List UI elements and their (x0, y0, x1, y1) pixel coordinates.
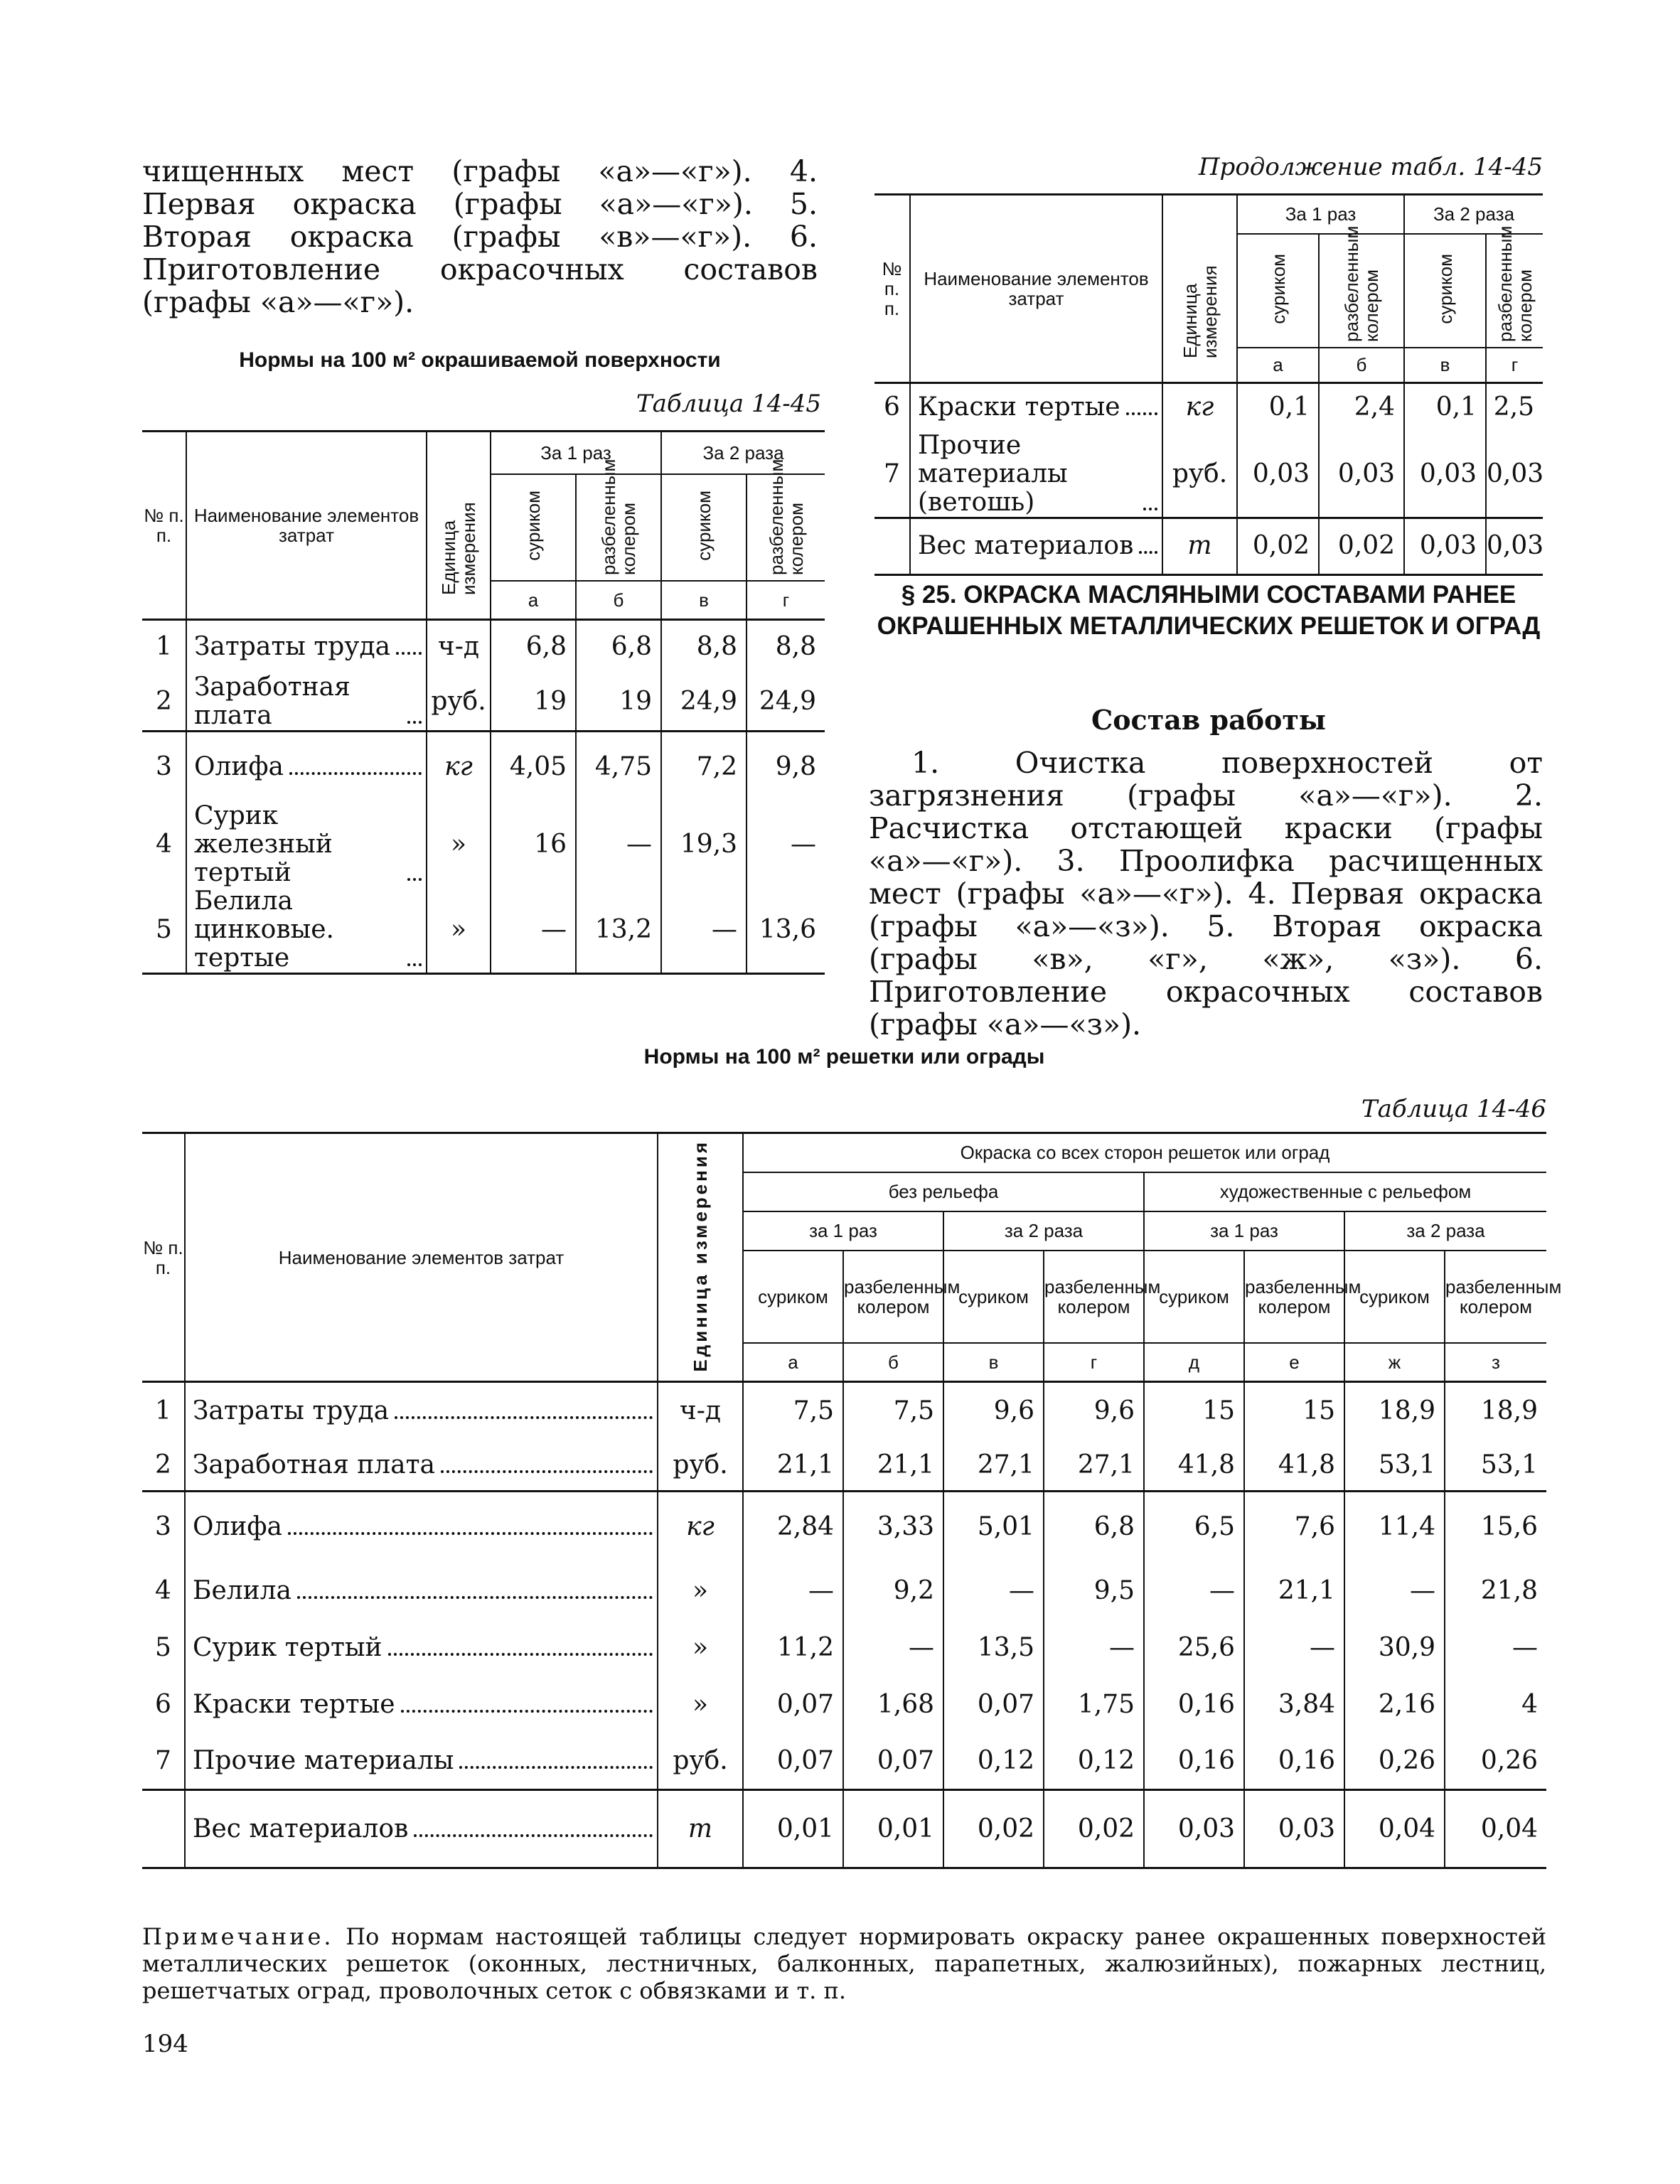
header-letter: в (943, 1343, 1044, 1382)
table-row (142, 673, 825, 732)
row-value: 0,07 (743, 1733, 843, 1790)
row-number: 3 (155, 1512, 171, 1542)
table-14-45-title: Нормы на 100 м² окрашиваемой поверхности (239, 348, 721, 372)
row-value: 0,07 (843, 1733, 943, 1790)
row-value: 25,6 (1144, 1620, 1244, 1676)
row-number: 5 (156, 915, 172, 944)
table-14-46-title: Нормы на 100 м² решетки или ограды (643, 1045, 1045, 1069)
row-unit: т (658, 1790, 743, 1868)
dot-leader (407, 721, 422, 724)
row-value: 0,03 (1404, 518, 1486, 574)
note-text: По нормам настоящей таблицы следует нормировать окраску ранее окрашенных поверхностей металлических решеток (оконных, лестничных, балконных, парапетных, жалюзийных), пожарных лестниц, решетчатых оград, проволочных сеток с обвязками и т. п. (142, 1923, 1546, 2004)
row-value: 2,4 (1319, 383, 1404, 432)
row-value: 7,2 (661, 731, 747, 802)
row-value: — (661, 887, 747, 974)
row-value: 18,9 (1445, 1382, 1546, 1440)
header-letter: б (576, 581, 661, 620)
row-unit: » (658, 1676, 743, 1733)
header-name: Наименование элементов затрат (186, 432, 427, 620)
header-num: № п. п. (143, 1236, 183, 1278)
table-row (142, 1620, 1546, 1676)
row-value: 9,2 (843, 1563, 943, 1620)
row-unit: руб. (658, 1733, 743, 1790)
row-unit: ч-д (427, 620, 491, 673)
row-value: 0,03 (1404, 432, 1486, 518)
row-name (185, 1440, 658, 1492)
header-twice: за 2 раза (943, 1211, 1144, 1251)
row-value: 0,02 (943, 1790, 1044, 1868)
row-value: 0,03 (1237, 432, 1319, 518)
table-14-46 (142, 1132, 1562, 1869)
row-value: 0,07 (743, 1676, 843, 1733)
header-surik: суриком (661, 474, 747, 581)
row-value: 24,9 (661, 673, 747, 732)
header-surik: суриком (1404, 234, 1486, 348)
row-value: 0,12 (943, 1733, 1044, 1790)
row-name-text: Олифа (194, 751, 284, 781)
page-number: 194 (142, 2030, 188, 2058)
header-letter: г (747, 581, 825, 620)
header-letter: ж (1344, 1343, 1445, 1382)
table-note (142, 1923, 1546, 2004)
header-letter: б (1319, 348, 1404, 383)
row-name-text: Прочие материалы (ветошь) (918, 430, 1068, 517)
header-twice: За 2 раза (661, 432, 825, 474)
row-value: — (1344, 1563, 1445, 1620)
dot-leader (288, 1532, 653, 1535)
row-value: 9,8 (747, 731, 825, 802)
row-value: 11,4 (1344, 1492, 1445, 1563)
table-row (142, 1492, 1546, 1563)
header-top: Окраска со всех сторон решеток или оград (743, 1133, 1546, 1172)
table-row (142, 1676, 1546, 1733)
row-value: 4,75 (576, 731, 661, 802)
row-unit: руб. (427, 673, 491, 732)
row-name (186, 802, 427, 887)
row-name (186, 887, 427, 974)
dot-leader (407, 963, 422, 966)
row-number: 2 (155, 1450, 171, 1479)
row-value: — (491, 887, 576, 974)
row-value: 8,8 (747, 620, 825, 673)
row-value: 15,6 (1445, 1492, 1546, 1563)
row-value: 0,04 (1344, 1790, 1445, 1868)
row-number: 5 (155, 1632, 171, 1662)
row-value: 0,07 (943, 1676, 1044, 1733)
table-row (142, 731, 825, 802)
dot-leader (396, 652, 422, 655)
dot-leader (414, 1834, 653, 1837)
row-value: — (747, 802, 825, 887)
table-14-45-label: Таблица 14-45 (636, 390, 821, 418)
continuation-label: Продолжение табл. 14-45 (1198, 153, 1543, 181)
table-14-45 (142, 430, 825, 975)
row-value: 0,26 (1445, 1733, 1546, 1790)
row-name-text: Краски тертые (918, 392, 1120, 422)
header-letter: а (743, 1343, 843, 1382)
row-value: 53,1 (1344, 1440, 1445, 1492)
row-unit: » (658, 1620, 743, 1676)
row-value: 21,1 (1244, 1563, 1344, 1620)
row-value: 0,01 (843, 1790, 943, 1868)
row-value: 13,6 (747, 887, 825, 974)
row-value: 41,8 (1144, 1440, 1244, 1492)
row-unit: кг (1162, 383, 1237, 432)
row-value: 0,16 (1144, 1733, 1244, 1790)
row-unit: ч-д (658, 1382, 743, 1440)
row-value: 0,01 (743, 1790, 843, 1868)
row-value: 6,5 (1144, 1492, 1244, 1563)
table-row (142, 1382, 1546, 1440)
row-value: 0,03 (1144, 1790, 1244, 1868)
row-value: — (743, 1563, 843, 1620)
row-name-text: Вес материалов (193, 1814, 409, 1843)
header-unit: Единица измерения (427, 432, 491, 620)
dot-leader (441, 1470, 653, 1473)
row-name-text: Белила цинковые. тертые (194, 887, 334, 973)
row-name (185, 1676, 658, 1733)
row-value: 6,8 (1044, 1492, 1144, 1563)
row-value: 13,2 (576, 887, 661, 974)
note-label: Примечание. (142, 1923, 334, 1950)
dot-leader (1143, 508, 1157, 510)
header-letter: в (661, 581, 747, 620)
header-relief: художественные с рельефом (1144, 1172, 1546, 1211)
row-unit: т (1162, 518, 1237, 574)
table-14-45-continuation (874, 193, 1543, 576)
row-number: 4 (156, 830, 172, 859)
row-name (186, 620, 427, 673)
header-razb: разбеленным колером (1244, 1251, 1344, 1343)
row-name (185, 1382, 658, 1440)
dot-leader (459, 1766, 653, 1769)
header-razb: разбеленным колером (576, 474, 661, 581)
row-value: 3,33 (843, 1492, 943, 1563)
row-name-text: Вес материалов (918, 531, 1134, 560)
row-unit: кг (658, 1492, 743, 1563)
header-once: за 1 раз (743, 1211, 943, 1251)
row-name (185, 1790, 658, 1868)
row-value: 0,1 (1237, 383, 1319, 432)
row-name-text: Прочие материалы (193, 1745, 454, 1775)
row-value: 21,1 (843, 1440, 943, 1492)
row-unit: руб. (658, 1440, 743, 1492)
header-twice: За 2 раза (1404, 195, 1543, 234)
row-value: 15 (1244, 1382, 1344, 1440)
header-surik: суриком (943, 1251, 1044, 1343)
header-razb: разбеленным колером (747, 474, 825, 581)
row-value: 6,8 (491, 620, 576, 673)
row-value: 0,16 (1144, 1676, 1244, 1733)
row-value: 2,84 (743, 1492, 843, 1563)
header-surik: суриком (1237, 234, 1319, 348)
header-letter: г (1486, 348, 1543, 383)
table-14-46-label: Таблица 14-46 (1361, 1095, 1546, 1123)
header-surik: суриком (743, 1251, 843, 1343)
section-heading: § 25. ОКРАСКА МАСЛЯНЫМИ СОСТАВАМИ РАНЕЕ ОКРАШЕННЫХ МЕТАЛЛИЧЕСКИХ РЕШЕТОК И ОГРАД (877, 581, 1541, 640)
dot-leader (1139, 551, 1157, 554)
row-value: 21,8 (1445, 1563, 1546, 1620)
header-num: № п. п. (882, 258, 902, 319)
header-unit: Единица измерения (658, 1133, 743, 1382)
row-name-text: Заработная плата (193, 1450, 435, 1479)
header-letter: а (491, 581, 576, 620)
row-value: 13,5 (943, 1620, 1044, 1676)
row-value: 3,84 (1244, 1676, 1344, 1733)
row-value: 53,1 (1445, 1440, 1546, 1492)
row-unit: кг (427, 731, 491, 802)
dot-leader (297, 1596, 653, 1599)
row-value: 18,9 (1344, 1382, 1445, 1440)
row-number: 4 (155, 1575, 171, 1605)
row-value: 41,8 (1244, 1440, 1344, 1492)
row-value: 16 (491, 802, 576, 887)
dot-leader (1126, 412, 1157, 415)
row-value: 0,02 (1319, 518, 1404, 574)
header-razb: разбеленным колером (1486, 234, 1543, 348)
intro-paragraph: чищенных мест (графы «а»—«г»). 4. Первая окраска (графы «а»—«г»). 5. Вторая окраска (графы «в»—«г»). 6. Приготовление окрасочных составов (графы «а»—«г»). (142, 154, 818, 319)
header-surik: суриком (1344, 1251, 1445, 1343)
row-number: 2 (156, 686, 172, 716)
row-number: 6 (155, 1689, 171, 1719)
row-name (910, 432, 1162, 518)
composition-text: 1. Очистка поверхностей от загрязнения (графы «а»—«г»). 2. Расчистка отстающей краски (графы «а»—«г»). 3. Проолифка расчищенных мест (графы «а»—«г»). 4. Первая окраска (графы «а»—«з»). 5. Вторая окраска (графы «в», «г», «ж», «з»). 6. Приготовление окрасочных составов (графы «а»—«з»). (869, 746, 1543, 1042)
header-twice: за 2 раза (1344, 1211, 1546, 1251)
row-value: — (943, 1563, 1044, 1620)
row-value: 0,1 (1404, 383, 1486, 432)
row-value: 1,75 (1044, 1676, 1144, 1733)
header-once: За 1 раз (1237, 195, 1404, 234)
header-letter: б (843, 1343, 943, 1382)
row-value: 11,2 (743, 1620, 843, 1676)
row-value: 0,03 (1244, 1790, 1344, 1868)
dot-leader (289, 772, 422, 775)
table-row (874, 518, 1543, 574)
row-number (874, 518, 910, 574)
row-name-text: Заработная плата (194, 672, 351, 730)
row-value: 0,03 (1486, 432, 1543, 518)
dot-leader (407, 878, 422, 881)
row-value: 7,5 (743, 1382, 843, 1440)
row-name-text: Затраты труда (194, 631, 391, 661)
row-unit: » (658, 1563, 743, 1620)
row-value: — (1244, 1620, 1344, 1676)
header-letter: з (1445, 1343, 1546, 1382)
row-value: — (843, 1620, 943, 1676)
row-unit: » (427, 802, 491, 887)
row-value: 2,16 (1344, 1676, 1445, 1733)
row-value: 24,9 (747, 673, 825, 732)
header-surik: суриком (491, 474, 576, 581)
row-name (185, 1563, 658, 1620)
row-value: 9,6 (1044, 1382, 1144, 1440)
row-value: 9,6 (943, 1382, 1044, 1440)
row-number: 3 (156, 751, 172, 781)
row-name-text: Затраты труда (193, 1396, 390, 1426)
header-razb: разбеленным колером (1319, 234, 1404, 348)
table-row (142, 1563, 1546, 1620)
row-unit: » (427, 887, 491, 974)
row-value: 4 (1445, 1676, 1546, 1733)
row-value: 19 (491, 673, 576, 732)
row-name (185, 1733, 658, 1790)
header-razb: разбеленным колером (1044, 1251, 1144, 1343)
table-row (142, 620, 825, 673)
row-value: — (1144, 1563, 1244, 1620)
composition-title: Состав работы (1091, 704, 1327, 736)
header-surik: суриком (1144, 1251, 1244, 1343)
row-name (910, 383, 1162, 432)
header-num: № п. п. (144, 505, 184, 546)
table-row (142, 1733, 1546, 1790)
row-value: 7,6 (1244, 1492, 1344, 1563)
row-name-text: Сурик тертый (193, 1632, 382, 1662)
row-name (185, 1620, 658, 1676)
header-letter: е (1244, 1343, 1344, 1382)
row-name (186, 731, 427, 802)
header-once: За 1 раз (491, 432, 661, 474)
row-value: 30,9 (1344, 1620, 1445, 1676)
row-value: 9,5 (1044, 1563, 1144, 1620)
header-letter: д (1144, 1343, 1244, 1382)
row-value: — (576, 802, 661, 887)
row-number: 7 (155, 1745, 171, 1775)
row-value: 1,68 (843, 1676, 943, 1733)
header-name: Наименование элементов затрат (185, 1133, 658, 1382)
dot-leader (388, 1653, 653, 1656)
row-number: 1 (155, 1396, 171, 1426)
table-row (142, 887, 825, 974)
table-row (874, 383, 1543, 432)
row-value: 15 (1144, 1382, 1244, 1440)
row-number: 6 (884, 392, 900, 422)
row-value: 6,8 (576, 620, 661, 673)
row-value: 19,3 (661, 802, 747, 887)
row-value: 19 (576, 673, 661, 732)
header-once: за 1 раз (1144, 1211, 1344, 1251)
table-row (874, 432, 1543, 518)
row-value: 0,16 (1244, 1733, 1344, 1790)
header-letter: а (1237, 348, 1319, 383)
row-value: 0,02 (1237, 518, 1319, 574)
row-name (185, 1492, 658, 1563)
row-name-text: Краски тертые (193, 1689, 395, 1719)
row-name-text: Олифа (193, 1512, 283, 1542)
row-value: 0,03 (1486, 518, 1543, 574)
row-value: 0,04 (1445, 1790, 1546, 1868)
row-name (186, 673, 427, 732)
row-name-text: Белила (193, 1575, 291, 1605)
row-value: 27,1 (1044, 1440, 1144, 1492)
row-value: 0,03 (1319, 432, 1404, 518)
header-razb: разбеленным колером (843, 1251, 943, 1343)
row-value: — (1445, 1620, 1546, 1676)
header-letter: в (1404, 348, 1486, 383)
table-row (142, 1440, 1546, 1492)
row-value: — (1044, 1620, 1144, 1676)
row-number (142, 1790, 185, 1868)
table-row (142, 1790, 1546, 1868)
header-razb: разбеленным колером (1445, 1251, 1546, 1343)
row-value: 0,02 (1044, 1790, 1144, 1868)
table-row (142, 802, 825, 887)
row-unit: руб. (1162, 432, 1237, 518)
dot-leader (395, 1416, 653, 1419)
row-value: 27,1 (943, 1440, 1044, 1492)
header-unit: Единица измерения (1162, 195, 1237, 383)
row-value: 0,26 (1344, 1733, 1445, 1790)
dot-leader (401, 1710, 653, 1713)
row-name-text: Сурик железный тертый (194, 801, 333, 887)
row-value: 7,5 (843, 1382, 943, 1440)
row-value: 5,01 (943, 1492, 1044, 1563)
row-number: 1 (156, 631, 172, 661)
header-name: Наименование элементов затрат (910, 195, 1162, 383)
header-letter: г (1044, 1343, 1144, 1382)
row-value: 4,05 (491, 731, 576, 802)
row-number: 7 (884, 459, 900, 488)
row-value: 8,8 (661, 620, 747, 673)
header-no-relief: без рельефа (743, 1172, 1144, 1211)
row-value: 0,12 (1044, 1733, 1144, 1790)
row-name (910, 518, 1162, 574)
row-value: 2,5 (1486, 383, 1543, 432)
row-value: 21,1 (743, 1440, 843, 1492)
